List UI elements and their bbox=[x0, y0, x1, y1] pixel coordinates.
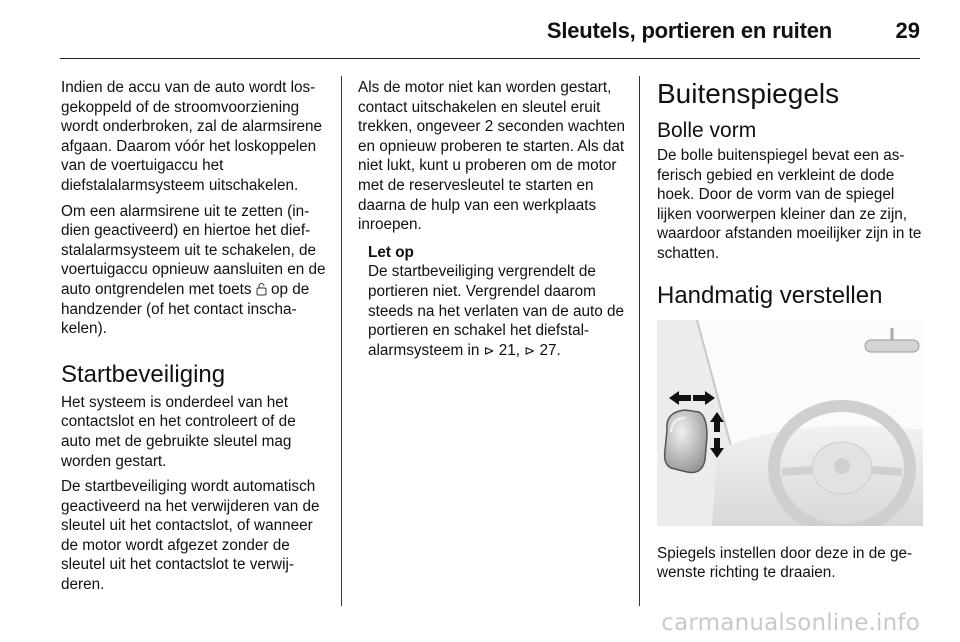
page-number: 29 bbox=[895, 18, 920, 43]
note-box bbox=[368, 243, 626, 361]
reference-arrow-icon: ⊳ bbox=[524, 342, 536, 358]
heading-buitenspiegels: Buitenspiegels bbox=[657, 78, 840, 109]
immobiliser-paragraph-2: De startbeveiliging wordt automatisch geactiveerd na het verwijderen van de sleutel uit het contactslot, of wanneer de motor wordt afgezet zonder de sleutel uit het contactslot te verwijderen. bbox=[61, 478, 320, 594]
alarm-reset-paragraph bbox=[61, 202, 329, 339]
column-1 bbox=[61, 78, 329, 601]
alarm-reset-text-1: Om een alarmsirene uit te zetten (indien geactiveerd) en hiertoe het diefstalalarmsysteem uit te schakelen, de voertuigaccu opnieuw aansluiten en de auto ontgrendelen met toets bbox=[61, 202, 326, 298]
alarm-reset-text-2: op de handzender (of het contact inschakelen). bbox=[61, 280, 310, 338]
column-2 bbox=[358, 78, 626, 360]
page-title: Sleutels, portieren en ruiten bbox=[546, 18, 832, 43]
immobiliser-paragraph-1: Het systeem is onderdeel van het contactslot en het controleert of de auto met de gebruikte sleutel mag worden gestart. bbox=[61, 393, 296, 470]
note-text: De startbeveiliging vergrendelt de portieren niet. Vergrendel daarom steeds na het verlaten van de auto de portieren en schakel het diefstalalarmsysteem in ⊳ 21, ⊳ 27. bbox=[368, 263, 624, 359]
reference-arrow-icon: ⊳ bbox=[483, 342, 495, 358]
unlock-key-icon bbox=[256, 281, 267, 298]
engine-start-paragraph: Als de motor niet kan worden gestart, contact uitschakelen en sleutel eruit trekken, ongeveer 2 seconden wachten en opnieuw proberen te starten. Als dat niet lukt, kunt u proberen om de motor met de reservesleutel te starten en daarna de hulp van een werkplaats inroepen. bbox=[358, 79, 626, 234]
convex-mirror-paragraph: De bolle buitenspiegel bevat een asferisch gebied en verkleint de dode hoek. Door de vorm van de spiegel lijken voorwerpen kleiner dan ze zijn, waardoor afstanden moeilijker zijn in te schatten. bbox=[657, 147, 922, 262]
note-title: Let op bbox=[368, 243, 414, 261]
column-divider-2 bbox=[639, 76, 640, 606]
mirror-adjust-illustration bbox=[657, 320, 923, 526]
header-rule bbox=[60, 58, 920, 59]
column-3 bbox=[657, 78, 925, 589]
page-reference-2[interactable]: 27 bbox=[539, 341, 557, 359]
heading-bolle-vorm: Bolle vorm bbox=[657, 119, 757, 142]
heading-startbeveiliging: Startbeveiliging bbox=[61, 360, 226, 388]
watermark: carmanualsonline.info bbox=[661, 610, 920, 636]
heading-handmatig-verstellen: Handmatig verstellen bbox=[657, 281, 883, 309]
battery-alarm-paragraph: Indien de accu van de auto wordt losgekoppeld of de stroomvoorziening wordt onderbroken, zal de alarmsirene afgaan. Daarom vóór het loskoppelen van de voertuigaccu het diefstalalarmsysteem uitschakelen. bbox=[61, 79, 323, 194]
column-divider-1 bbox=[341, 76, 342, 606]
mirror-adjust-paragraph: Spiegels instellen door deze in de gewenste richting te draaien. bbox=[657, 544, 913, 582]
page-reference-1[interactable]: 21 bbox=[498, 341, 516, 359]
